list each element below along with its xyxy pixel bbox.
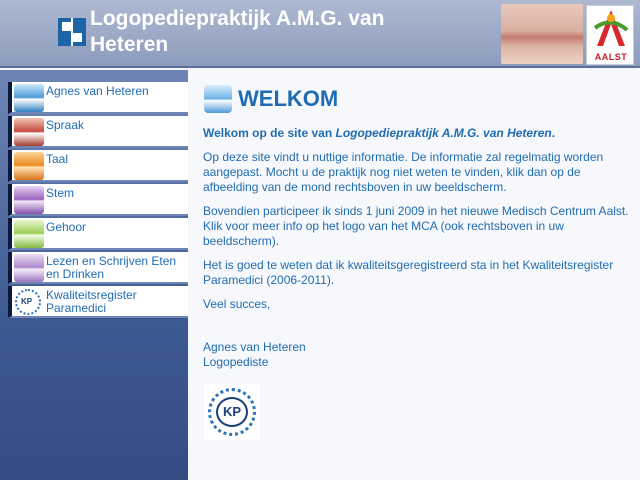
lips-blue-icon	[14, 84, 44, 112]
content-body	[203, 126, 633, 370]
sidebar-item-spraak[interactable]	[8, 116, 188, 148]
sidebar-item-label: Gehoor	[46, 220, 87, 234]
sidebar-item-kwaliteitsregister[interactable]	[8, 286, 188, 318]
kp-emblem	[216, 397, 248, 427]
kp-logo-text: KP	[222, 404, 242, 419]
page-title: WELKOM	[238, 86, 339, 111]
mouth-photo-link[interactable]	[501, 4, 583, 64]
intro-suffix: .	[551, 126, 556, 140]
sidebar-item-gehoor[interactable]	[8, 218, 188, 250]
site-title: Logopediepraktijk A.M.G. van Heteren	[90, 7, 385, 56]
lips-blue-icon	[204, 85, 232, 113]
site-logo-icon	[58, 18, 86, 46]
intro-paragraph	[203, 126, 633, 141]
signature-name: Agnes van Heteren	[203, 340, 306, 354]
sidebar-item-stem[interactable]	[8, 184, 188, 216]
main-content	[188, 70, 640, 480]
intro-prefix: Welkom op de site van	[203, 126, 336, 140]
sidebar-item-agnes[interactable]	[8, 82, 188, 114]
sidebar-item-label: Lezen en Schrijven Eten en Drinken	[46, 254, 177, 281]
mca-emblem-icon	[587, 6, 635, 52]
kp-logo-icon	[15, 289, 41, 315]
intro-practice-name: Logopediepraktijk A.M.G. van Heteren	[335, 126, 552, 140]
info-paragraph: Op deze site vindt u nuttige informatie. De informatie zal regelmatig worden aangepast. Mocht u de praktijk nog niet weten te vinden, klik dan op de afbeelding van de mond rechtsboven in uw beeldscherm.	[203, 150, 604, 194]
lips-red-icon	[14, 118, 44, 146]
closing-paragraph: Veel succes,	[203, 297, 271, 311]
sidebar-nav	[0, 70, 188, 480]
sidebar-item-label: Agnes van Heteren	[46, 84, 149, 98]
signature-role: Logopediste	[203, 355, 269, 369]
kp-mini-text: KP	[21, 297, 33, 306]
lips-green-icon	[14, 220, 44, 248]
signature	[203, 340, 633, 370]
mca-paragraph: Bovendien participeer ik sinds 1 juni 2009 in het nieuwe Medisch Centrum Aalst. Klik voor meer info op het logo van het MCA (ook rechtsboven in uw beeldscherm).	[203, 204, 629, 248]
mca-logo-text: AALST	[594, 52, 628, 62]
sidebar-item-label: Taal	[46, 152, 69, 166]
quality-paragraph: Het is goed te weten dat ik kwaliteitsgeregistreerd sta in het Kwaliteitsregister Paramedici (2006-2011).	[203, 258, 614, 287]
sidebar-item-label: Spraak	[46, 118, 85, 132]
sidebar-item-label: Stem	[46, 186, 75, 200]
mca-logo-link[interactable]	[586, 5, 634, 65]
sidebar-item-taal[interactable]	[8, 150, 188, 182]
sidebar-item-lezen-eten[interactable]	[8, 252, 188, 284]
kp-logo-link[interactable]	[204, 384, 260, 440]
lips-lilac-icon	[14, 254, 44, 282]
lips-purple-icon	[14, 186, 44, 214]
lips-orange-icon	[14, 152, 44, 180]
site-header	[0, 0, 640, 68]
sidebar-item-label: Kwaliteitsregister Paramedici	[46, 288, 137, 315]
